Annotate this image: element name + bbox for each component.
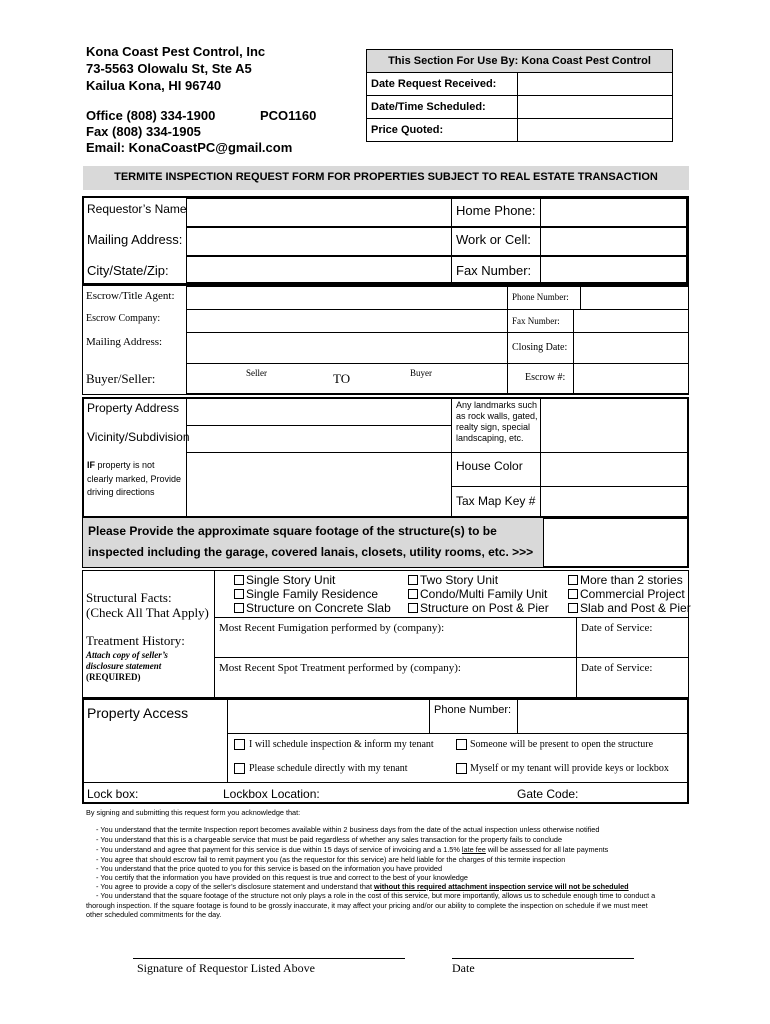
schedule-inform-tenant-checkbox[interactable] — [234, 739, 245, 750]
access-phone-input[interactable] — [517, 699, 688, 734]
lock-box-label: Lock box: — [87, 787, 139, 801]
escrow-company-input[interactable] — [186, 309, 508, 333]
landmarks-note: Any landmarks such as rock walls, gated, realty sign, special landscaping, etc. — [456, 400, 538, 443]
buyer-seller-label: Buyer/Seller: — [86, 371, 156, 386]
lockbox-location-input[interactable] — [325, 785, 510, 802]
square-footage-input[interactable] — [544, 518, 688, 567]
structural-facts-sublabel: (Check All That Apply) — [86, 605, 209, 620]
commercial-label: Commercial Project — [580, 587, 685, 601]
escrow-fax-label: Fax Number: — [512, 316, 560, 326]
company-fax: Fax (808) 334-1905 — [86, 124, 201, 139]
post-pier-label: Structure on Post & Pier — [420, 601, 549, 615]
requestor-name-input[interactable] — [186, 198, 452, 227]
work-cell-label: Work or Cell: — [456, 232, 531, 247]
closing-date-input[interactable] — [573, 332, 689, 364]
seller-label: Seller — [246, 368, 267, 378]
keys-lockbox-checkbox[interactable] — [456, 763, 467, 774]
escrow-company-label: Escrow Company: — [86, 313, 161, 324]
more-than-2-label: More than 2 stories — [580, 573, 683, 587]
office-use-title: This Section For Use By: Kona Coast Pest Control — [388, 55, 651, 67]
buyer-label: Buyer — [410, 368, 432, 378]
access-name-input[interactable] — [227, 699, 430, 734]
escrow-phone-label: Phone Number: — [512, 292, 569, 302]
fumigation-date-label: Date of Service: — [581, 622, 653, 634]
fax-number-label: Fax Number: — [456, 263, 532, 278]
condo-checkbox[interactable] — [408, 589, 418, 599]
property-address-label: Property Address — [87, 401, 180, 415]
attach-note-line2: disclosure statement — [86, 661, 162, 671]
square-footage-line1: Please Provide the approximate square footage of the structure(s) to be — [88, 524, 497, 538]
company-license: PCO1160 — [260, 108, 317, 123]
slab-post-pier-label: Slab and Post & Pier — [580, 601, 691, 615]
form-title: TERMITE INSPECTION REQUEST FORM FOR PROPERTIES SUBJECT TO REAL ESTATE TRANSACTION — [114, 171, 658, 183]
escrow-number-input[interactable] — [573, 363, 689, 394]
city-state-zip-label: City/State/Zip: — [87, 263, 169, 278]
vicinity-label: Vicinity/Subdivision — [87, 430, 190, 444]
list-item: - You agree that should escrow fail to remit payment you (as the requestor for this service) are held liable for the charges of this termite inspection — [96, 855, 566, 864]
date-scheduled-label: Date/Time Scheduled: — [371, 101, 486, 113]
property-access-label: Property Access — [87, 705, 189, 721]
list-item: - You understand that the termite Inspection report becomes available within 2 business days from the date of the actual inspection unless otherwise notified — [96, 825, 600, 834]
post-pier-checkbox[interactable] — [408, 603, 418, 613]
house-color-label: House Color — [456, 459, 523, 473]
list-item: - You understand and agree that payment for this service is due within 15 days of service of invoicing and a 1.5% late fee will be assessed for all late payments — [96, 845, 609, 854]
date-received-label: Date Request Received: — [371, 78, 497, 90]
requestor-city-input[interactable] — [186, 256, 452, 283]
date-label: Date — [452, 961, 475, 975]
work-cell-input[interactable] — [540, 227, 687, 256]
attach-note-line1: Attach copy of seller’s — [86, 650, 168, 660]
list-item: - You understand that the price quoted to you for this service is based on the information you have provided — [96, 864, 443, 873]
list-item: thorough inspection. If the square footage is found to be grossly inaccurate, it may affect your pricing and/or our ability to complete the inspection on schedule if we must meet — [86, 901, 648, 910]
two-story-checkbox[interactable] — [408, 575, 418, 585]
condo-label: Condo/Multi Family Unit — [420, 587, 548, 601]
date-received-field[interactable] — [517, 72, 673, 96]
agreement-intro: By signing and submitting this request form you acknowledge that: — [86, 808, 301, 817]
vicinity-input[interactable] — [186, 425, 452, 453]
single-family-checkbox[interactable] — [234, 589, 244, 599]
house-color-input[interactable] — [540, 452, 689, 487]
requestor-name-label: Requestor’s Name — [87, 202, 187, 216]
date-line[interactable] — [452, 958, 634, 959]
list-item: - You agree to provide a copy of the seller’s disclosure statement and understand that without this required attachment inspection service will not be scheduled — [96, 882, 629, 891]
company-name: Kona Coast Pest Control, Inc — [86, 44, 266, 59]
access-phone-label: Phone Number: — [434, 704, 512, 716]
spot-treatment-label: Most Recent Spot Treatment performed by (company): — [219, 662, 461, 674]
lock-box-input[interactable] — [150, 785, 218, 802]
driving-directions-input[interactable] — [186, 452, 452, 517]
fumigation-label: Most Recent Fumigation performed by (company): — [219, 622, 445, 634]
more-than-2-checkbox[interactable] — [568, 575, 578, 585]
home-phone-input[interactable] — [540, 198, 687, 227]
fax-number-input[interactable] — [540, 256, 687, 283]
list-item: - You certify that the information you have provided on this request is true and correct to the best of your knowledge — [96, 873, 468, 882]
escrow-fax-input[interactable] — [573, 309, 689, 333]
structural-facts-label: Structural Facts: — [86, 590, 172, 605]
mailing-address-label: Mailing Address: — [87, 232, 183, 247]
someone-present-label: Someone will be present to open the structure — [470, 739, 654, 750]
price-quoted-label: Price Quoted: — [371, 124, 444, 136]
schedule-inform-tenant-label: I will schedule inspection & inform my tenant — [249, 739, 434, 750]
list-item: - You understand that the square footage of the structure not only plays a role in the cost of this service, but more importantly, allows us to schedule enough time to conduct a — [96, 891, 656, 900]
square-footage-line2: inspected including the garage, covered lanais, closets, utility rooms, etc. >>> — [88, 545, 534, 559]
company-email: Email: KonaCoastPC@gmail.com — [86, 140, 293, 155]
two-story-label: Two Story Unit — [420, 573, 499, 587]
commercial-checkbox[interactable] — [568, 589, 578, 599]
closing-date-label: Closing Date: — [512, 342, 568, 353]
escrow-agent-input[interactable] — [186, 286, 508, 310]
signature-label: Signature of Requestor Listed Above — [137, 961, 315, 975]
landmarks-input[interactable] — [540, 398, 689, 453]
gate-code-label: Gate Code: — [517, 787, 579, 801]
requestor-mailing-input[interactable] — [186, 227, 452, 256]
concrete-slab-checkbox[interactable] — [234, 603, 244, 613]
escrow-mailing-label: Mailing Address: — [86, 336, 163, 348]
home-phone-label: Home Phone: — [456, 203, 536, 218]
schedule-tenant-checkbox[interactable] — [234, 763, 245, 774]
escrow-number-label: Escrow #: — [525, 372, 566, 383]
price-quoted-field[interactable] — [517, 118, 673, 142]
tax-map-label: Tax Map Key # — [456, 494, 536, 508]
single-story-label: Single Story Unit — [246, 573, 336, 587]
treatment-history-label: Treatment History: — [86, 633, 185, 648]
tax-map-input[interactable] — [540, 486, 689, 517]
single-story-checkbox[interactable] — [234, 575, 244, 585]
lockbox-location-label: Lockbox Location: — [223, 787, 320, 801]
spot-date-label: Date of Service: — [581, 662, 653, 674]
to-label: TO — [333, 371, 351, 386]
company-office-phone: Office (808) 334-1900 — [86, 108, 216, 123]
company-address-line2: Kailua Kona, HI 96740 — [86, 78, 222, 93]
escrow-phone-input[interactable] — [580, 286, 689, 310]
slab-post-pier-checkbox[interactable] — [568, 603, 578, 613]
escrow-mailing-input[interactable] — [186, 332, 508, 364]
list-item: - You understand that this is a chargeable service that must be paid regardless of whether any sales transaction for the property fails to conclude — [96, 835, 563, 844]
concrete-slab-label: Structure on Concrete Slab — [246, 601, 391, 615]
driving-directions-note: IF property is not clearly marked, Provide driving directions — [87, 460, 182, 497]
escrow-agent-label: Escrow/Title Agent: — [86, 290, 175, 302]
signature-line[interactable] — [133, 958, 405, 959]
gate-code-input[interactable] — [582, 785, 682, 802]
list-item: other scheduled commitments for the day. — [86, 910, 222, 919]
someone-present-checkbox[interactable] — [456, 739, 467, 750]
required-note: (REQUIRED) — [86, 672, 141, 682]
schedule-tenant-label: Please schedule directly with my tenant — [249, 763, 408, 774]
date-scheduled-field[interactable] — [517, 95, 673, 119]
company-address-line1: 73-5563 Olowalu St, Ste A5 — [86, 61, 252, 76]
property-address-input[interactable] — [186, 398, 452, 426]
keys-lockbox-label: Myself or my tenant will provide keys or lockbox — [470, 763, 669, 774]
single-family-label: Single Family Residence — [246, 587, 379, 601]
